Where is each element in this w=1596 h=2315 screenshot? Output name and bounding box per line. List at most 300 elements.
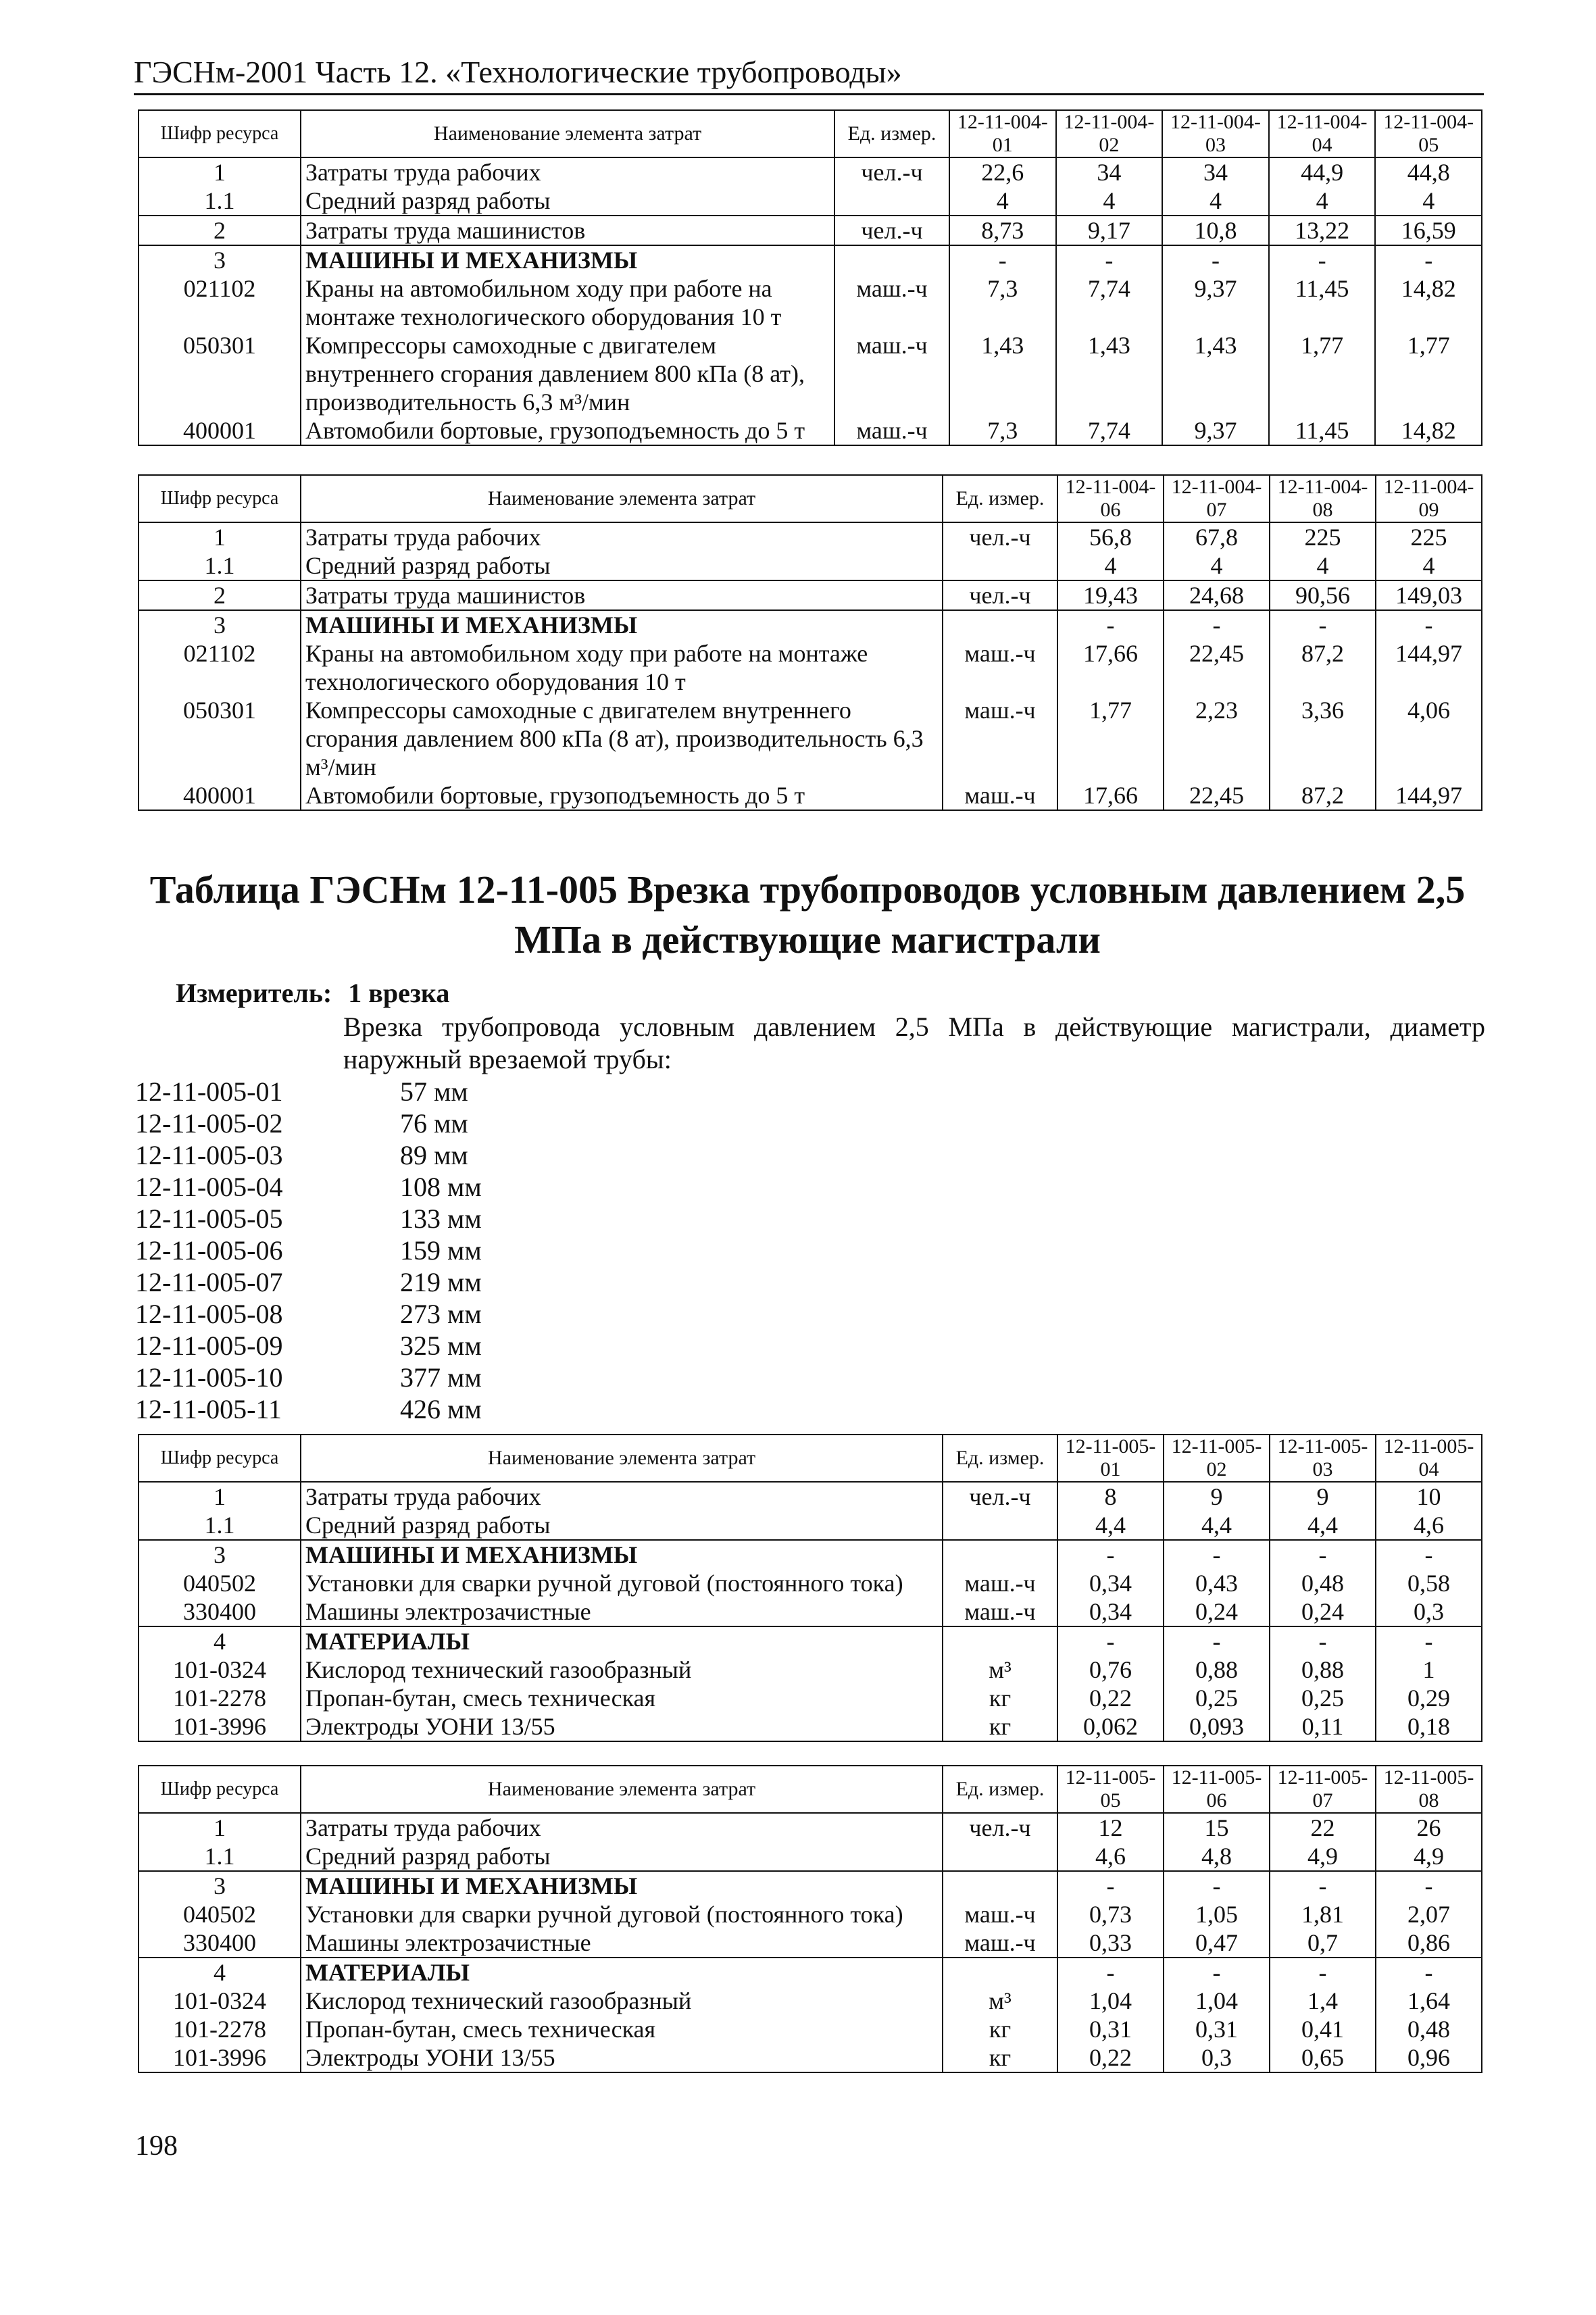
column-header-norm-code: 12-11-004-06 — [1057, 475, 1164, 522]
column-header-norm-code: 12-11-004-09 — [1376, 475, 1482, 522]
unit: кг — [943, 1712, 1057, 1741]
pipe-diameter: 273 мм — [400, 1299, 482, 1329]
norm-value: 4 — [1057, 551, 1164, 580]
resource-code: 021102 — [139, 639, 301, 696]
norm-value: - — [1376, 1626, 1482, 1656]
norm-value: 144,97 — [1376, 639, 1482, 696]
norm-value: - — [1269, 245, 1376, 274]
page-number: 198 — [135, 2131, 178, 2162]
cost-table-004-01-05 — [138, 109, 1482, 446]
diameter-row — [135, 1235, 482, 1266]
norm-value: 4 — [1376, 551, 1482, 580]
norm-code: 12-11-005-08 — [135, 1299, 283, 1329]
norm-value: 17,66 — [1057, 781, 1164, 810]
norm-value: 0,73 — [1057, 1900, 1164, 1928]
norm-value: 7,74 — [1056, 416, 1163, 445]
norm-value: 0,96 — [1376, 2043, 1482, 2072]
unit — [943, 1958, 1057, 1987]
norm-value: 0,7 — [1270, 1928, 1376, 1958]
norm-value: 0,24 — [1164, 1597, 1270, 1626]
norm-value: - — [1164, 1626, 1270, 1656]
cost-element-name: Установки для сварки ручной дуговой (постоянного тока) — [301, 1900, 943, 1928]
resource-code: 3 — [139, 245, 301, 274]
norm-value: 8,73 — [949, 216, 1056, 245]
norm-value: 10 — [1376, 1482, 1482, 1511]
pipe-diameter: 426 мм — [400, 1394, 482, 1424]
diameter-row — [135, 1298, 482, 1330]
norm-value: - — [1270, 1626, 1376, 1656]
column-header-norm-code: 12-11-005-02 — [1164, 1435, 1270, 1482]
norm-value: 7,3 — [949, 274, 1056, 331]
cost-element-name: Средний разряд работы — [301, 1842, 943, 1871]
unit: чел.-ч — [943, 522, 1057, 551]
column-header-name: Наименование элемента затрат — [301, 475, 943, 522]
column-header-unit: Ед. измер. — [943, 1435, 1057, 1482]
column-header-unit: Ед. измер. — [834, 110, 949, 157]
resource-code: 1.1 — [139, 1511, 301, 1540]
page-header-title: ГЭСНм-2001 Часть 12. «Технологические трубопроводы» — [134, 55, 902, 89]
cost-element-name: Пропан-бутан, смесь техническая — [301, 1684, 943, 1712]
resource-code: 101-0324 — [139, 1987, 301, 2015]
norm-value: 9,37 — [1162, 416, 1269, 445]
norm-value: - — [1164, 1540, 1270, 1569]
cost-element-name: Затраты труда рабочих — [301, 157, 834, 186]
resource-code: 101-3996 — [139, 1712, 301, 1741]
cost-element-name: Пропан-бутан, смесь техническая — [301, 2015, 943, 2043]
norm-value: 4,4 — [1270, 1511, 1376, 1540]
norm-code: 12-11-005-03 — [135, 1140, 283, 1170]
norm-value: 14,82 — [1375, 274, 1482, 331]
unit — [943, 551, 1057, 580]
cost-table-005-05-08 — [138, 1765, 1482, 2073]
pipe-diameter: 57 мм — [400, 1076, 468, 1107]
norm-value: 0,88 — [1270, 1656, 1376, 1684]
norm-value: 0,48 — [1376, 2015, 1482, 2043]
norm-value: 26 — [1376, 1813, 1482, 1842]
section-description: Врезка трубопровода условным давлением 2,5 МПа в действующие магистрали, диаметр наружный врезаемой трубы: — [343, 1012, 1485, 1074]
norm-value: 22,45 — [1164, 781, 1270, 810]
norm-value: 7,3 — [949, 416, 1056, 445]
column-header-norm-code: 12-11-005-07 — [1270, 1766, 1376, 1813]
resource-code: 3 — [139, 1871, 301, 1900]
resource-code: 1 — [139, 1482, 301, 1511]
norm-value: 8 — [1057, 1482, 1164, 1511]
cost-element-name: Краны на автомобильном ходу при работе на монтаже технологического оборудования 10 т — [301, 274, 834, 331]
norm-value: 0,11 — [1270, 1712, 1376, 1741]
norm-code: 12-11-005-10 — [135, 1362, 283, 1393]
unit: кг — [943, 2043, 1057, 2072]
column-header-norm-code: 12-11-004-03 — [1162, 110, 1269, 157]
resource-code: 330400 — [139, 1597, 301, 1626]
norm-value: 0,093 — [1164, 1712, 1270, 1741]
column-header-unit: Ед. измер. — [943, 1766, 1057, 1813]
norm-value: 0,062 — [1057, 1712, 1164, 1741]
norm-value: 0,34 — [1057, 1569, 1164, 1597]
norm-value: 2,23 — [1164, 696, 1270, 781]
table-header-row — [139, 475, 1482, 522]
unit — [943, 1626, 1057, 1656]
table-row — [139, 1987, 1482, 2015]
norm-code: 12-11-005-11 — [135, 1394, 282, 1424]
norm-value: 0,33 — [1057, 1928, 1164, 1958]
norm-value: 0,3 — [1164, 2043, 1270, 2072]
norm-value: 0,43 — [1164, 1569, 1270, 1597]
cost-element-name: Кислород технический газообразный — [301, 1656, 943, 1684]
unit: маш.-ч — [943, 696, 1057, 781]
column-header-code: Шифр ресурса — [139, 475, 301, 522]
unit: кг — [943, 2015, 1057, 2043]
norm-value: 67,8 — [1164, 522, 1270, 551]
unit: маш.-ч — [943, 1569, 1057, 1597]
cost-element-name: МАТЕРИАЛЫ — [301, 1626, 943, 1656]
cost-element-name: МАШИНЫ И МЕХАНИЗМЫ — [301, 610, 943, 639]
table-row — [139, 1871, 1482, 1900]
diameter-row — [135, 1139, 482, 1171]
norm-value: 1,77 — [1375, 331, 1482, 416]
norm-value: 13,22 — [1269, 216, 1376, 245]
unit: маш.-ч — [834, 331, 949, 416]
norm-code: 12-11-005-05 — [135, 1203, 283, 1234]
table-row — [139, 1842, 1482, 1871]
unit — [943, 1511, 1057, 1540]
resource-code: 101-0324 — [139, 1656, 301, 1684]
norm-value: 4,06 — [1376, 696, 1482, 781]
table-row — [139, 1482, 1482, 1511]
norm-value: - — [1057, 610, 1164, 639]
norm-code: 12-11-005-02 — [135, 1108, 283, 1139]
norm-value: - — [1270, 1958, 1376, 1987]
norm-value: - — [1376, 1958, 1482, 1987]
norm-value: 1,77 — [1269, 331, 1376, 416]
column-header-norm-code: 12-11-004-02 — [1056, 110, 1163, 157]
norm-value: 4,4 — [1057, 1511, 1164, 1540]
table-row — [139, 331, 1482, 416]
column-header-unit: Ед. измер. — [943, 475, 1057, 522]
norm-value: - — [1270, 610, 1376, 639]
norm-value: 2,07 — [1376, 1900, 1482, 1928]
cost-element-name: Компрессоры самоходные с двигателем внутреннего сгорания давлением 800 кПа (8 ат), производительность 6,3 м³/мин — [301, 696, 943, 781]
cost-element-name: Автомобили бортовые, грузоподъемность до 5 т — [301, 416, 834, 445]
table-header-row — [139, 110, 1482, 157]
norm-value: 16,59 — [1375, 216, 1482, 245]
resource-code: 3 — [139, 610, 301, 639]
norm-code: 12-11-005-04 — [135, 1172, 283, 1202]
norm-value: 0,88 — [1164, 1656, 1270, 1684]
norm-value: 12 — [1057, 1813, 1164, 1842]
resource-code: 101-3996 — [139, 2043, 301, 2072]
norm-value: 0,48 — [1270, 1569, 1376, 1597]
column-header-norm-code: 12-11-005-06 — [1164, 1766, 1270, 1813]
norm-value: 0,22 — [1057, 2043, 1164, 2072]
norm-value: 11,45 — [1269, 274, 1376, 331]
meter-label: Измеритель: — [176, 978, 332, 1008]
table-row — [139, 610, 1482, 639]
cost-element-name: Машины электрозачистные — [301, 1928, 943, 1958]
column-header-name: Наименование элемента затрат — [301, 1766, 943, 1813]
norm-value: 0,31 — [1057, 2015, 1164, 2043]
table-row — [139, 696, 1482, 781]
column-header-norm-code: 12-11-005-01 — [1057, 1435, 1164, 1482]
norm-value: 24,68 — [1164, 580, 1270, 610]
unit: м³ — [943, 1656, 1057, 1684]
norm-value: 4 — [949, 186, 1056, 216]
table-row — [139, 1656, 1482, 1684]
norm-value: - — [1162, 245, 1269, 274]
norm-value: 9 — [1270, 1482, 1376, 1511]
resource-code: 1.1 — [139, 186, 301, 216]
cost-element-name: Кислород технический газообразный — [301, 1987, 943, 2015]
resource-code: 4 — [139, 1626, 301, 1656]
pipe-diameter: 76 мм — [400, 1108, 468, 1139]
norm-value: 4,6 — [1057, 1842, 1164, 1871]
resource-code: 1.1 — [139, 551, 301, 580]
table-row — [139, 2043, 1482, 2072]
resource-code: 050301 — [139, 696, 301, 781]
norm-value: 0,58 — [1376, 1569, 1482, 1597]
column-header-norm-code: 12-11-004-04 — [1269, 110, 1376, 157]
norm-code: 12-11-005-09 — [135, 1330, 283, 1361]
norm-code: 12-11-005-06 — [135, 1235, 283, 1266]
norm-value: 3,36 — [1270, 696, 1376, 781]
norm-value: 0,29 — [1376, 1684, 1482, 1712]
diameter-row — [135, 1203, 482, 1235]
cost-element-name: Средний разряд работы — [301, 551, 943, 580]
norm-value: - — [1056, 245, 1163, 274]
resource-code: 400001 — [139, 781, 301, 810]
norm-value: 44,8 — [1375, 157, 1482, 186]
cost-element-name: Машины электрозачистные — [301, 1597, 943, 1626]
table-row — [139, 1597, 1482, 1626]
diameter-row — [135, 1107, 482, 1139]
unit: маш.-ч — [943, 639, 1057, 696]
norm-value: 87,2 — [1270, 639, 1376, 696]
norm-value: 0,25 — [1270, 1684, 1376, 1712]
norm-value: 15 — [1164, 1813, 1270, 1842]
norm-value: 10,8 — [1162, 216, 1269, 245]
norm-value: 4 — [1056, 186, 1163, 216]
table-row — [139, 216, 1482, 245]
norm-value: 0,31 — [1164, 2015, 1270, 2043]
column-header-norm-code: 12-11-005-05 — [1057, 1766, 1164, 1813]
unit: м³ — [943, 1987, 1057, 2015]
norm-value: - — [1164, 1958, 1270, 1987]
table-row — [139, 1684, 1482, 1712]
unit: маш.-ч — [943, 1597, 1057, 1626]
column-header-norm-code: 12-11-004-07 — [1164, 475, 1270, 522]
pipe-diameter: 133 мм — [400, 1203, 482, 1234]
cost-element-name: Компрессоры самоходные с двигателем внутреннего сгорания давлением 800 кПа (8 ат), производительность 6,3 м³/мин — [301, 331, 834, 416]
meter-value: 1 врезка — [348, 978, 450, 1008]
diameter-row — [135, 1330, 482, 1362]
table-row — [139, 1540, 1482, 1569]
cost-element-name: Средний разряд работы — [301, 1511, 943, 1540]
column-header-code: Шифр ресурса — [139, 1766, 301, 1813]
column-header-norm-code: 12-11-004-08 — [1270, 475, 1376, 522]
header-divider — [134, 93, 1484, 95]
table-row — [139, 416, 1482, 445]
norm-value: 34 — [1162, 157, 1269, 186]
table-row — [139, 1712, 1482, 1741]
norm-value: 1,4 — [1270, 1987, 1376, 2015]
table-row — [139, 781, 1482, 810]
cost-element-name: Затраты труда рабочих — [301, 1813, 943, 1842]
resource-code: 2 — [139, 580, 301, 610]
norm-value: 4 — [1269, 186, 1376, 216]
cost-element-name: Краны на автомобильном ходу при работе на монтаже технологического оборудования 10 т — [301, 639, 943, 696]
norm-value: - — [1164, 610, 1270, 639]
table-row — [139, 522, 1482, 551]
norm-value: 1,04 — [1057, 1987, 1164, 2015]
norm-value: 0,86 — [1376, 1928, 1482, 1958]
resource-code: 101-2278 — [139, 2015, 301, 2043]
norm-value: 0,41 — [1270, 2015, 1376, 2043]
norm-value: 14,82 — [1375, 416, 1482, 445]
norm-value: 1,43 — [1056, 331, 1163, 416]
table-row — [139, 2015, 1482, 2043]
norm-value: - — [1057, 1540, 1164, 1569]
norm-value: 7,74 — [1056, 274, 1163, 331]
cost-element-name: Электроды УОНИ 13/55 — [301, 1712, 943, 1741]
cost-element-name: МАШИНЫ И МЕХАНИЗМЫ — [301, 1871, 943, 1900]
pipe-diameter: 108 мм — [400, 1172, 482, 1202]
norm-value: 225 — [1270, 522, 1376, 551]
resource-code: 101-2278 — [139, 1684, 301, 1712]
table-row — [139, 1569, 1482, 1597]
column-header-name: Наименование элемента затрат — [301, 1435, 943, 1482]
cost-element-name: Затраты труда рабочих — [301, 1482, 943, 1511]
norm-value: 0,24 — [1270, 1597, 1376, 1626]
norm-value: - — [949, 245, 1056, 274]
norm-value: 0,18 — [1376, 1712, 1482, 1741]
norm-value: 1,05 — [1164, 1900, 1270, 1928]
resource-code: 3 — [139, 1540, 301, 1569]
diameter-row — [135, 1266, 482, 1298]
norm-value: 0,3 — [1376, 1597, 1482, 1626]
norm-value: 44,9 — [1269, 157, 1376, 186]
norm-value: 0,47 — [1164, 1928, 1270, 1958]
column-header-norm-code: 12-11-005-04 — [1376, 1435, 1482, 1482]
resource-code: 040502 — [139, 1569, 301, 1597]
cost-element-name: МАШИНЫ И МЕХАНИЗМЫ — [301, 245, 834, 274]
norm-value: 0,22 — [1057, 1684, 1164, 1712]
pipe-diameter: 377 мм — [400, 1362, 482, 1393]
norm-value: 144,97 — [1376, 781, 1482, 810]
norm-value: 0,76 — [1057, 1656, 1164, 1684]
table-row — [139, 274, 1482, 331]
norm-value: 0,25 — [1164, 1684, 1270, 1712]
resource-code: 4 — [139, 1958, 301, 1987]
norm-value: 4 — [1375, 186, 1482, 216]
table-row — [139, 639, 1482, 696]
norm-value: 9 — [1164, 1482, 1270, 1511]
table-row — [139, 1626, 1482, 1656]
unit: маш.-ч — [943, 1928, 1057, 1958]
norm-value: 4 — [1270, 551, 1376, 580]
diameter-row — [135, 1362, 482, 1393]
norm-value: 4 — [1162, 186, 1269, 216]
unit: чел.-ч — [834, 157, 949, 186]
pipe-diameter: 219 мм — [400, 1267, 482, 1297]
table-row — [139, 1900, 1482, 1928]
column-header-code: Шифр ресурса — [139, 110, 301, 157]
norm-value: 22,45 — [1164, 639, 1270, 696]
table-row — [139, 1511, 1482, 1540]
table-row — [139, 1928, 1482, 1958]
table-header-row — [139, 1766, 1482, 1813]
unit: кг — [943, 1684, 1057, 1712]
unit — [943, 1842, 1057, 1871]
norm-value: 1 — [1376, 1656, 1482, 1684]
table-row — [139, 1813, 1482, 1842]
norm-value: - — [1057, 1871, 1164, 1900]
column-header-name: Наименование элемента затрат — [301, 110, 834, 157]
resource-code: 1 — [139, 522, 301, 551]
norm-value: 1,81 — [1270, 1900, 1376, 1928]
unit — [943, 1540, 1057, 1569]
pipe-diameter: 89 мм — [400, 1140, 468, 1170]
unit: чел.-ч — [943, 1813, 1057, 1842]
cost-element-name: Средний разряд работы — [301, 186, 834, 216]
norm-code: 12-11-005-07 — [135, 1267, 283, 1297]
norm-value: 149,03 — [1376, 580, 1482, 610]
unit — [834, 245, 949, 274]
norm-value: 56,8 — [1057, 522, 1164, 551]
unit: чел.-ч — [943, 580, 1057, 610]
diameter-list — [135, 1076, 482, 1425]
norm-value: 1,64 — [1376, 1987, 1482, 2015]
norm-value: - — [1375, 245, 1482, 274]
pipe-diameter: 325 мм — [400, 1330, 482, 1361]
cost-table-005-01-04 — [138, 1434, 1482, 1742]
section-title: Таблица ГЭСНм 12-11-005 Врезка трубопроводов условным давлением 2,5 МПа в действующие магистрали — [149, 868, 1466, 962]
meter-line — [176, 977, 449, 1009]
pipe-diameter: 159 мм — [400, 1235, 482, 1266]
table-row — [139, 245, 1482, 274]
cost-element-name: МАТЕРИАЛЫ — [301, 1958, 943, 1987]
unit: маш.-ч — [834, 416, 949, 445]
resource-code: 400001 — [139, 416, 301, 445]
norm-value: 4,8 — [1164, 1842, 1270, 1871]
norm-value: 0,34 — [1057, 1597, 1164, 1626]
cost-element-name: Автомобили бортовые, грузоподъемность до 5 т — [301, 781, 943, 810]
norm-value: 87,2 — [1270, 781, 1376, 810]
unit — [943, 610, 1057, 639]
resource-code: 2 — [139, 216, 301, 245]
norm-value: - — [1376, 610, 1482, 639]
table-row — [139, 580, 1482, 610]
column-header-norm-code: 12-11-004-01 — [949, 110, 1056, 157]
norm-value: 4,9 — [1270, 1842, 1376, 1871]
norm-value: 22,6 — [949, 157, 1056, 186]
norm-value: 1,04 — [1164, 1987, 1270, 2015]
diameter-row — [135, 1076, 482, 1107]
norm-code: 12-11-005-01 — [135, 1076, 283, 1107]
unit — [834, 186, 949, 216]
norm-value: 9,37 — [1162, 274, 1269, 331]
table-row — [139, 157, 1482, 186]
table-row — [139, 551, 1482, 580]
column-header-norm-code: 12-11-005-03 — [1270, 1435, 1376, 1482]
norm-value: 4 — [1164, 551, 1270, 580]
norm-value: - — [1057, 1958, 1164, 1987]
table-row — [139, 186, 1482, 216]
resource-code: 330400 — [139, 1928, 301, 1958]
unit: чел.-ч — [834, 216, 949, 245]
norm-value: 4,6 — [1376, 1511, 1482, 1540]
norm-value: 22 — [1270, 1813, 1376, 1842]
norm-value: 9,17 — [1056, 216, 1163, 245]
cost-element-name: Затраты труда машинистов — [301, 580, 943, 610]
